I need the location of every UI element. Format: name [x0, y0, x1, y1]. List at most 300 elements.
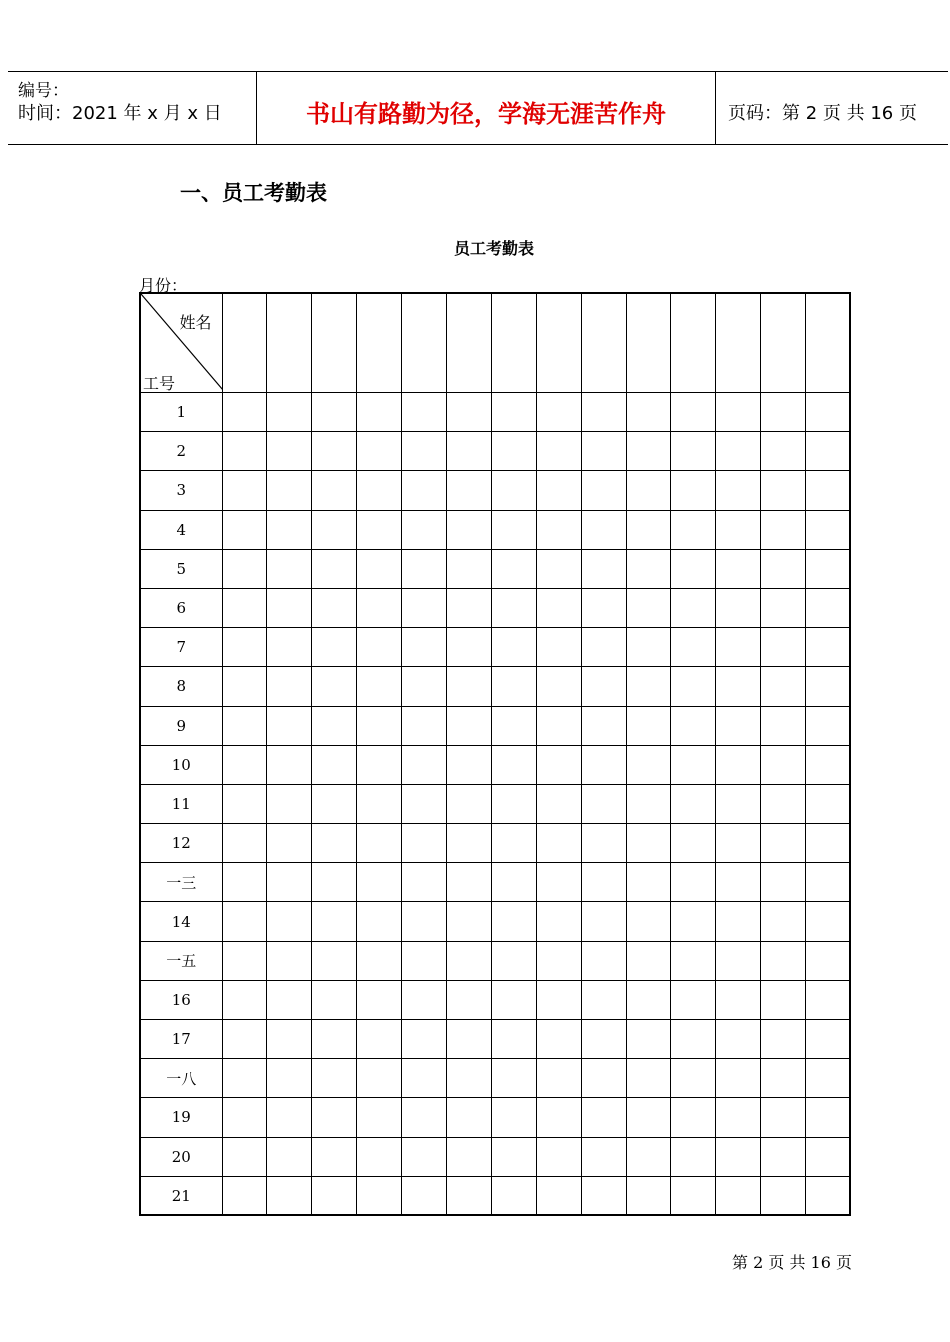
attendance-cell — [402, 1098, 447, 1137]
attendance-cell — [446, 941, 491, 980]
attendance-cell — [491, 824, 536, 863]
attendance-cell — [761, 706, 806, 745]
attendance-cell — [761, 824, 806, 863]
attendance-cell — [761, 1059, 806, 1098]
attendance-cell — [312, 941, 357, 980]
attendance-cell — [761, 549, 806, 588]
attendance-cell — [671, 393, 716, 432]
attendance-cell — [716, 863, 761, 902]
attendance-cell — [806, 510, 851, 549]
attendance-cell — [626, 941, 671, 980]
attendance-cell — [446, 1059, 491, 1098]
date-label: 时间：2021 年 x 月 x 日 — [18, 103, 222, 124]
attendance-cell — [222, 393, 267, 432]
attendance-cell — [716, 393, 761, 432]
attendance-cell — [402, 667, 447, 706]
attendance-cell — [671, 1020, 716, 1059]
employee-id-cell: 10 — [140, 745, 222, 784]
attendance-cell — [402, 1176, 447, 1215]
attendance-cell — [581, 549, 626, 588]
employee-id-cell: 9 — [140, 706, 222, 745]
name-cell — [536, 293, 581, 393]
attendance-cell — [312, 706, 357, 745]
attendance-cell — [491, 784, 536, 823]
attendance-cell — [671, 980, 716, 1019]
attendance-cell — [222, 824, 267, 863]
attendance-cell — [267, 1020, 312, 1059]
attendance-cell — [222, 510, 267, 549]
attendance-cell — [536, 902, 581, 941]
attendance-cell — [806, 588, 851, 627]
attendance-cell — [671, 549, 716, 588]
attendance-cell — [357, 393, 402, 432]
attendance-cell — [536, 432, 581, 471]
attendance-cell — [626, 510, 671, 549]
attendance-cell — [761, 784, 806, 823]
attendance-cell — [267, 824, 312, 863]
attendance-cell — [761, 432, 806, 471]
attendance-cell — [446, 863, 491, 902]
attendance-cell — [581, 667, 626, 706]
attendance-cell — [626, 628, 671, 667]
table-row — [140, 902, 850, 941]
attendance-cell — [357, 1098, 402, 1137]
attendance-cell — [446, 980, 491, 1019]
employee-id-cell: 17 — [140, 1020, 222, 1059]
name-cell — [761, 293, 806, 393]
attendance-cell — [446, 1020, 491, 1059]
employee-id-cell: 一八 — [140, 1059, 222, 1098]
corner-id-label: 工号 — [143, 374, 176, 393]
attendance-cell — [446, 549, 491, 588]
attendance-cell — [626, 980, 671, 1019]
attendance-cell — [671, 824, 716, 863]
table-row — [140, 784, 850, 823]
attendance-cell — [312, 588, 357, 627]
attendance-cell — [626, 432, 671, 471]
attendance-cell — [626, 863, 671, 902]
attendance-cell — [222, 549, 267, 588]
attendance-cell — [491, 588, 536, 627]
employee-id-cell: 19 — [140, 1098, 222, 1137]
attendance-cell — [716, 784, 761, 823]
name-cell — [267, 293, 312, 393]
attendance-cell — [761, 471, 806, 510]
name-cell — [491, 293, 536, 393]
attendance-cell — [581, 902, 626, 941]
attendance-cell — [806, 784, 851, 823]
attendance-cell — [222, 863, 267, 902]
attendance-cell — [357, 863, 402, 902]
table-row — [140, 588, 850, 627]
attendance-cell — [222, 471, 267, 510]
attendance-cell — [716, 902, 761, 941]
attendance-cell — [671, 1098, 716, 1137]
attendance-cell — [626, 393, 671, 432]
corner-cell — [140, 293, 222, 393]
attendance-cell — [312, 1020, 357, 1059]
attendance-cell — [312, 784, 357, 823]
attendance-cell — [222, 902, 267, 941]
table-row — [140, 549, 850, 588]
attendance-cell — [222, 941, 267, 980]
attendance-cell — [581, 1059, 626, 1098]
attendance-cell — [446, 745, 491, 784]
attendance-cell — [402, 628, 447, 667]
attendance-cell — [536, 824, 581, 863]
attendance-cell — [626, 471, 671, 510]
attendance-cell — [312, 1176, 357, 1215]
attendance-cell — [536, 549, 581, 588]
attendance-cell — [536, 667, 581, 706]
attendance-cell — [312, 980, 357, 1019]
name-cell — [671, 293, 716, 393]
table-row — [140, 1020, 850, 1059]
attendance-cell — [716, 941, 761, 980]
attendance-cell — [716, 1176, 761, 1215]
attendance-cell — [402, 1020, 447, 1059]
page-footer: 第 2 页 共 16 页 — [732, 1253, 852, 1272]
attendance-cell — [716, 745, 761, 784]
attendance-cell — [806, 1020, 851, 1059]
employee-id-cell: 12 — [140, 824, 222, 863]
attendance-cell — [402, 706, 447, 745]
attendance-cell — [581, 432, 626, 471]
attendance-cell — [267, 863, 312, 902]
attendance-cell — [536, 706, 581, 745]
name-cell — [806, 293, 851, 393]
attendance-cell — [222, 784, 267, 823]
attendance-cell — [761, 1098, 806, 1137]
table-row — [140, 432, 850, 471]
attendance-cell — [536, 1059, 581, 1098]
attendance-cell — [536, 784, 581, 823]
attendance-cell — [581, 628, 626, 667]
attendance-cell — [312, 1059, 357, 1098]
attendance-cell — [671, 863, 716, 902]
attendance-cell — [536, 628, 581, 667]
attendance-cell — [402, 824, 447, 863]
name-cell — [446, 293, 491, 393]
attendance-cell — [491, 667, 536, 706]
attendance-cell — [626, 745, 671, 784]
attendance-cell — [761, 745, 806, 784]
attendance-cell — [446, 1137, 491, 1176]
attendance-cell — [402, 1059, 447, 1098]
attendance-cell — [806, 863, 851, 902]
attendance-cell — [761, 588, 806, 627]
attendance-cell — [716, 1059, 761, 1098]
attendance-cell — [581, 510, 626, 549]
attendance-cell — [357, 510, 402, 549]
attendance-cell — [357, 980, 402, 1019]
attendance-cell — [357, 824, 402, 863]
attendance-cell — [357, 667, 402, 706]
attendance-cell — [222, 628, 267, 667]
attendance-cell — [491, 980, 536, 1019]
motto: 书山有路勤为径，学海无涯苦作舟 — [306, 100, 666, 128]
attendance-cell — [267, 1137, 312, 1176]
attendance-cell — [222, 432, 267, 471]
attendance-cell — [267, 510, 312, 549]
attendance-cell — [626, 549, 671, 588]
attendance-cell — [626, 667, 671, 706]
attendance-cell — [267, 902, 312, 941]
attendance-cell — [446, 471, 491, 510]
table-row — [140, 863, 850, 902]
attendance-cell — [491, 393, 536, 432]
attendance-cell — [716, 588, 761, 627]
attendance-cell — [446, 588, 491, 627]
attendance-cell — [536, 1137, 581, 1176]
attendance-cell — [671, 706, 716, 745]
corner-name-label: 姓名 — [179, 313, 212, 332]
attendance-cell — [626, 784, 671, 823]
attendance-cell — [446, 667, 491, 706]
attendance-cell — [267, 941, 312, 980]
attendance-cell — [312, 471, 357, 510]
attendance-cell — [357, 628, 402, 667]
attendance-cell — [357, 471, 402, 510]
attendance-cell — [581, 941, 626, 980]
attendance-cell — [402, 980, 447, 1019]
attendance-cell — [716, 667, 761, 706]
attendance-cell — [222, 1098, 267, 1137]
table-row — [140, 1098, 850, 1137]
attendance-cell — [446, 784, 491, 823]
employee-id-cell: 3 — [140, 471, 222, 510]
attendance-cell — [536, 588, 581, 627]
attendance-cell — [806, 471, 851, 510]
attendance-cell — [671, 902, 716, 941]
name-cell — [402, 293, 447, 393]
attendance-cell — [806, 1137, 851, 1176]
header-right — [716, 72, 948, 144]
attendance-cell — [806, 745, 851, 784]
attendance-cell — [491, 1176, 536, 1215]
attendance-cell — [402, 863, 447, 902]
attendance-cell — [581, 393, 626, 432]
attendance-cell — [806, 432, 851, 471]
attendance-cell — [581, 824, 626, 863]
attendance-cell — [581, 784, 626, 823]
attendance-cell — [536, 1020, 581, 1059]
attendance-cell — [267, 588, 312, 627]
attendance-cell — [761, 980, 806, 1019]
attendance-cell — [761, 1176, 806, 1215]
table-row — [140, 980, 850, 1019]
attendance-cell — [581, 980, 626, 1019]
attendance-cell — [671, 510, 716, 549]
employee-id-cell: 7 — [140, 628, 222, 667]
attendance-cell — [222, 1059, 267, 1098]
attendance-cell — [357, 745, 402, 784]
attendance-cell — [312, 510, 357, 549]
attendance-cell — [357, 549, 402, 588]
attendance-cell — [446, 824, 491, 863]
table-row — [140, 393, 850, 432]
attendance-cell — [671, 432, 716, 471]
employee-id-cell: 4 — [140, 510, 222, 549]
employee-id-cell: 14 — [140, 902, 222, 941]
table-title: 员工考勤表 — [453, 239, 534, 258]
attendance-cell — [491, 432, 536, 471]
attendance-cell — [761, 667, 806, 706]
page-header — [8, 71, 948, 145]
attendance-cell — [761, 393, 806, 432]
attendance-cell — [402, 549, 447, 588]
attendance-cell — [491, 1137, 536, 1176]
attendance-cell — [267, 432, 312, 471]
attendance-cell — [626, 824, 671, 863]
employee-id-cell: 11 — [140, 784, 222, 823]
attendance-cell — [536, 1098, 581, 1137]
month-label: 月份： — [139, 276, 188, 295]
attendance-cell — [716, 824, 761, 863]
attendance-cell — [761, 863, 806, 902]
table-row — [140, 628, 850, 667]
attendance-cell — [536, 745, 581, 784]
attendance-cell — [312, 745, 357, 784]
attendance-cell — [267, 745, 312, 784]
attendance-cell — [806, 941, 851, 980]
attendance-cell — [761, 902, 806, 941]
attendance-cell — [671, 941, 716, 980]
attendance-cell — [626, 1176, 671, 1215]
table-row — [140, 706, 850, 745]
attendance-cell — [491, 706, 536, 745]
name-cell — [626, 293, 671, 393]
attendance-cell — [671, 1059, 716, 1098]
attendance-cell — [491, 863, 536, 902]
attendance-cell — [357, 784, 402, 823]
attendance-cell — [671, 471, 716, 510]
attendance-cell — [446, 902, 491, 941]
attendance-cell — [536, 471, 581, 510]
attendance-cell — [716, 1137, 761, 1176]
attendance-cell — [581, 1137, 626, 1176]
attendance-cell — [267, 393, 312, 432]
attendance-cell — [806, 706, 851, 745]
attendance-cell — [536, 1176, 581, 1215]
table-row — [140, 745, 850, 784]
attendance-cell — [806, 980, 851, 1019]
table-row — [140, 471, 850, 510]
attendance-cell — [267, 667, 312, 706]
attendance-cell — [536, 941, 581, 980]
attendance-table — [139, 292, 851, 1216]
attendance-cell — [222, 1020, 267, 1059]
attendance-cell — [267, 1098, 312, 1137]
attendance-cell — [761, 628, 806, 667]
attendance-cell — [357, 1020, 402, 1059]
attendance-cell — [446, 393, 491, 432]
attendance-cell — [357, 1176, 402, 1215]
attendance-cell — [626, 588, 671, 627]
attendance-cell — [716, 549, 761, 588]
attendance-cell — [806, 824, 851, 863]
employee-id-cell: 一五 — [140, 941, 222, 980]
attendance-cell — [446, 706, 491, 745]
attendance-cell — [402, 432, 447, 471]
attendance-cell — [671, 628, 716, 667]
attendance-cell — [267, 628, 312, 667]
attendance-cell — [536, 393, 581, 432]
attendance-cell — [716, 510, 761, 549]
name-cell — [581, 293, 626, 393]
attendance-cell — [536, 980, 581, 1019]
attendance-cell — [222, 745, 267, 784]
attendance-cell — [581, 706, 626, 745]
attendance-cell — [402, 510, 447, 549]
attendance-cell — [402, 471, 447, 510]
attendance-cell — [312, 549, 357, 588]
table-row — [140, 824, 850, 863]
attendance-cell — [716, 471, 761, 510]
table-row — [140, 510, 850, 549]
attendance-cell — [312, 863, 357, 902]
attendance-cell — [312, 902, 357, 941]
attendance-cell — [312, 1098, 357, 1137]
attendance-cell — [402, 784, 447, 823]
attendance-cell — [761, 941, 806, 980]
attendance-cell — [626, 1020, 671, 1059]
attendance-cell — [491, 510, 536, 549]
attendance-cell — [491, 941, 536, 980]
attendance-cell — [626, 902, 671, 941]
attendance-cell — [222, 1176, 267, 1215]
table-row — [140, 667, 850, 706]
attendance-cell — [581, 745, 626, 784]
table-row — [140, 1176, 850, 1215]
attendance-cell — [491, 1020, 536, 1059]
attendance-cell — [536, 863, 581, 902]
attendance-cell — [312, 393, 357, 432]
attendance-cell — [671, 784, 716, 823]
attendance-cell — [402, 902, 447, 941]
page-info: 页码：第 2 页 共 16 页 — [728, 103, 917, 124]
attendance-cell — [671, 1137, 716, 1176]
attendance-cell — [716, 1020, 761, 1059]
employee-id-cell: 1 — [140, 393, 222, 432]
attendance-cell — [402, 941, 447, 980]
attendance-cell — [806, 1176, 851, 1215]
number-label: 编号： — [18, 81, 69, 101]
attendance-cell — [222, 588, 267, 627]
attendance-cell — [491, 902, 536, 941]
employee-id-cell: 21 — [140, 1176, 222, 1215]
attendance-cell — [357, 588, 402, 627]
attendance-cell — [671, 745, 716, 784]
attendance-cell — [402, 745, 447, 784]
name-cell — [357, 293, 402, 393]
attendance-cell — [267, 549, 312, 588]
attendance-cell — [267, 706, 312, 745]
attendance-cell — [222, 980, 267, 1019]
attendance-cell — [806, 628, 851, 667]
attendance-cell — [716, 1098, 761, 1137]
attendance-cell — [402, 588, 447, 627]
attendance-cell — [312, 628, 357, 667]
attendance-cell — [357, 941, 402, 980]
attendance-cell — [761, 1020, 806, 1059]
attendance-cell — [671, 667, 716, 706]
table-header-row — [140, 293, 850, 393]
attendance-cell — [267, 1176, 312, 1215]
attendance-cell — [626, 1137, 671, 1176]
attendance-cell — [716, 706, 761, 745]
attendance-cell — [357, 1059, 402, 1098]
